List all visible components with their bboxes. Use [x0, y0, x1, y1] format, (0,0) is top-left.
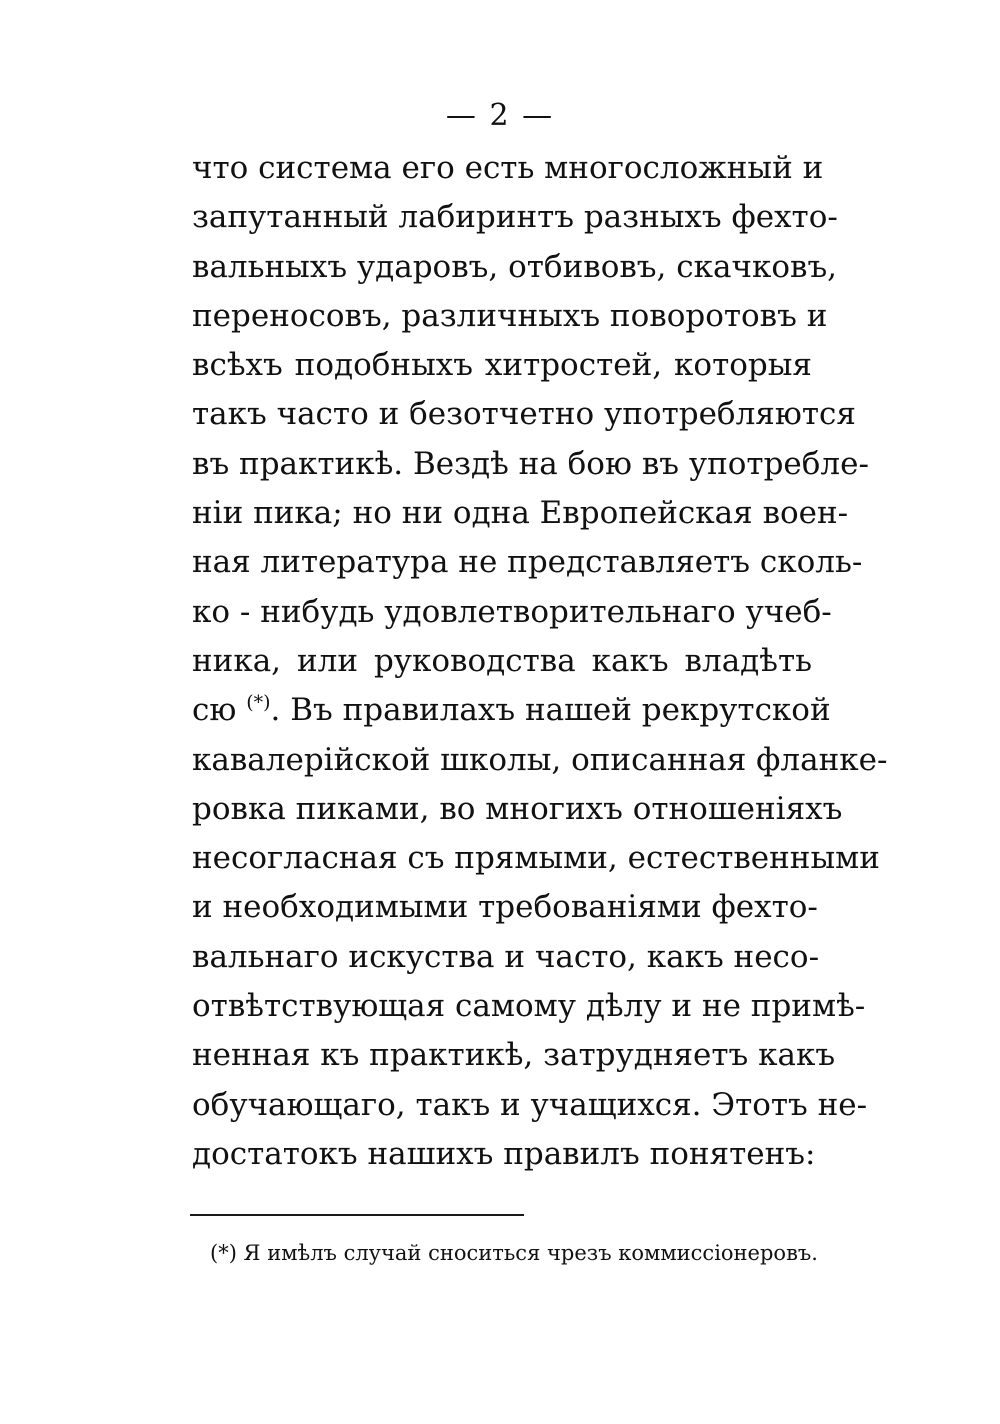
body-text — [192, 144, 888, 1179]
text-line: такъ часто и безотчетно употребляются — [192, 396, 856, 433]
text-line: что система его есть многосложный и — [192, 150, 824, 186]
text-line: вальнаго искуства и часто, какъ несо- — [192, 938, 820, 975]
page-number: — 2 — — [445, 98, 555, 133]
text-line-with-footnote-ref — [192, 686, 831, 735]
text-line: вальныхъ ударовъ, отбивовъ, скачковъ, — [192, 248, 838, 285]
text-line: ника, или руководства какъ владѣть — [192, 642, 812, 679]
text-line: несогласная съ прямыми, естественными — [192, 840, 880, 877]
text-fragment: . Въ правилахъ нашей рекрутской — [270, 692, 831, 729]
text-line: и необходимыми требованіями фехто- — [192, 889, 818, 926]
text-line: запутанный лабиринтъ разныхъ фехто- — [192, 199, 838, 236]
text-line: ная литература не представляетъ сколь- — [192, 544, 863, 581]
text-line: достатокъ нашихъ правилъ понятенъ: — [192, 1135, 816, 1172]
text-line: ровка пиками, во многихъ отношеніяхъ — [192, 790, 843, 827]
footnote-separator — [190, 1214, 524, 1216]
text-line: кавалерійской школы, описанная фланке- — [192, 741, 888, 778]
text-line: переносовъ, различныхъ поворотовъ и — [192, 297, 828, 334]
text-line: ніи пика; но ни одна Европейская воен- — [192, 495, 849, 532]
text-line: ко - нибудь удовлетворительнаго учеб- — [192, 593, 832, 630]
text-fragment: сю — [192, 692, 237, 729]
text-line: обучающаго, такъ и учащихся. Этотъ не- — [192, 1086, 868, 1123]
footnote: (*) Я имѣлъ случай сноситься чрезъ коммиссіонеровъ. — [210, 1241, 818, 1265]
text-line: отвѣтствующая самому дѣлу и не примѣ- — [192, 988, 866, 1025]
text-line: всѣхъ подобныхъ хитростей, которыя — [192, 347, 812, 384]
text-line: ненная къ практикѣ, затрудняетъ какъ — [192, 1037, 836, 1074]
footnote-reference: (*) — [246, 691, 271, 714]
text-line: въ практикѣ. Вездѣ на бою въ употребле- — [192, 445, 869, 482]
